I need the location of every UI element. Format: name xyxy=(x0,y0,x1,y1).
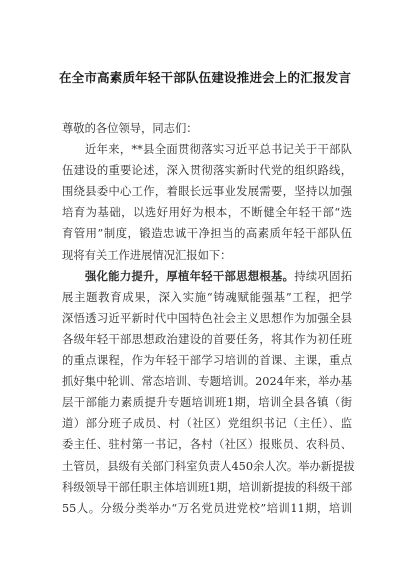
paragraph2-line: 层干部能力素质提升专题培训班1期，培训全县各镇（街 xyxy=(62,396,352,410)
paragraph2-lead-heading: 强化能力提升，厚植年轻干部思想根基。 xyxy=(85,268,295,283)
paragraph2-line: 深悟透习近平新时代中国特色社会主义思想作为加强全县 xyxy=(62,311,352,325)
paragraph2-line: 土管员，县级有关部门科室负责人450余人次。举办新提拔 xyxy=(62,459,355,473)
paragraph2-lead-rest: 持续巩固拓 xyxy=(294,269,352,283)
paragraph1-line: 培育为基础，以选好用好为根本，不断健全年轻干部“选 xyxy=(62,206,352,220)
paragraph1-line: 现将有关工作进展情况汇报如下： xyxy=(62,248,232,262)
paragraph2-first-line xyxy=(62,266,352,287)
paragraph1-line: 近年来，**县全面贯彻落实习近平总书记关于干部队 xyxy=(85,143,352,157)
document-body xyxy=(62,118,355,519)
paragraph2-line: 的重点课程，作为年轻干部学习培训的首课、主课，重点 xyxy=(62,354,352,368)
paragraph2-line: 55人。分级分类举办“万名党员进党校”培训11期，培训 xyxy=(62,501,352,515)
paragraph2-line: 抓好集中轮训、常态培训、专题培训。2024年来，举办基 xyxy=(62,375,352,389)
salutation: 尊敬的各位领导，同志们： xyxy=(62,122,198,135)
paragraph1-line: 伍建设的重要论述，深入贯彻落实新时代党的组织路线， xyxy=(62,164,352,178)
paragraph2-line: 道）部分班子成员、村（社区）党组织书记（主任）、监 xyxy=(62,417,352,431)
paragraph2-line: 各级年轻干部思想政治建设的首要任务，将其作为初任班 xyxy=(62,332,352,346)
paragraph2-line: 委主任、驻村第一书记，各村（社区）报账员、农科员、 xyxy=(62,438,352,452)
paragraph1-line: 围绕县委中心工作，着眼长远事业发展需要，坚持以加强 xyxy=(62,185,352,199)
paragraph1-line: 育管用”制度，锻造忠诚干净担当的高素质年轻干部队伍 xyxy=(62,227,352,241)
paragraph2-line: 科级领导干部任职主体培训班1期，培训新提拔的科级干部 xyxy=(62,480,352,494)
document-title: 在全市高素质年轻干部队伍建设推进会上的汇报发言 xyxy=(58,70,352,85)
paragraph2-line: 展主题教育成果，深入实施“铸魂赋能强基”工程，把学 xyxy=(62,290,352,304)
